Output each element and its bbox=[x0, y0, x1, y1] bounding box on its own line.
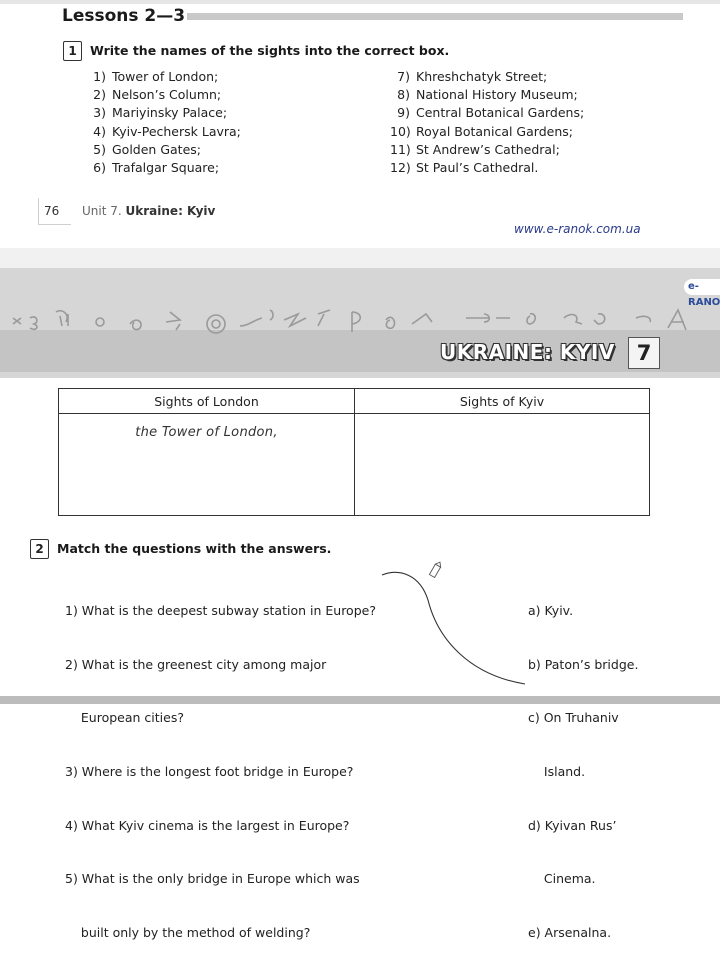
answer-item: Island. bbox=[528, 763, 586, 779]
task2-number: 2 bbox=[30, 539, 49, 559]
pencil-icon bbox=[429, 561, 442, 578]
table-header-kyiv: Sights of Kyiv bbox=[355, 389, 650, 414]
question-item: 3) Where is the longest foot bridge in Europe? bbox=[65, 763, 354, 779]
task1-instruction: Write the names of the sights into the correct box. bbox=[90, 43, 450, 58]
task2-instruction: Match the questions with the answers. bbox=[57, 541, 332, 556]
list-item: 8) National History Museum; bbox=[397, 87, 578, 103]
list-item: 10) Royal Botanical Gardens; bbox=[390, 123, 573, 139]
list-item: 7) Khreshchatyk Street; bbox=[397, 69, 548, 84]
question-item: 4) What Kyiv cinema is the largest in Europe? bbox=[65, 817, 350, 833]
question-item: European cities? bbox=[65, 710, 184, 726]
answer-item: d) Kyivan Rus’ bbox=[528, 817, 617, 833]
list-item: 4) Kyiv-Pechersk Lavra; bbox=[93, 123, 241, 139]
list-item: 3) Mariyinsky Palace; bbox=[93, 105, 228, 121]
handwritten-answer: the Tower of London, bbox=[135, 425, 278, 440]
answer-item: c) On Truhaniv bbox=[528, 710, 619, 726]
list-item: 9) Central Botanical Gardens; bbox=[397, 105, 585, 121]
banner-title: UKRAINE: KYIV bbox=[440, 340, 615, 364]
publisher-logo: e-RANO bbox=[684, 279, 720, 295]
website-link[interactable]: www.e-ranok.com.ua bbox=[514, 222, 641, 236]
unit-number-badge: 7 bbox=[628, 337, 660, 369]
answer-item: a) Kyiv. bbox=[528, 602, 574, 618]
question-item: built only by the method of welding? bbox=[65, 925, 311, 941]
page-title: Lessons 2—3 bbox=[62, 6, 186, 26]
unit-name: Ukraine: Kyiv bbox=[125, 204, 216, 218]
unit-label: Unit 7. bbox=[82, 204, 122, 218]
bottom-strip bbox=[0, 696, 720, 704]
answer-item: Cinema. bbox=[528, 871, 596, 887]
question-item: 2) What is the greenest city among major bbox=[65, 656, 327, 672]
table-header-london: Sights of London bbox=[59, 389, 355, 414]
list-item: 1) Tower of London; bbox=[93, 69, 219, 84]
task1-number: 1 bbox=[63, 41, 82, 61]
list-item: 11) St Andrew’s Cathedral; bbox=[390, 141, 560, 157]
list-item: 12) St Paul’s Cathedral. bbox=[390, 160, 539, 176]
answer-item: b) Paton’s bridge. bbox=[528, 656, 639, 672]
answer-item: e) Arsenalna. bbox=[528, 925, 612, 941]
question-item: 5) What is the only bridge in Europe which was bbox=[65, 871, 360, 887]
question-item: 1) What is the deepest subway station in Europe? bbox=[65, 602, 376, 618]
page-number: 76 bbox=[44, 204, 60, 218]
list-item: 6) Trafalgar Square; bbox=[93, 160, 220, 176]
list-item: 2) Nelson’s Column; bbox=[93, 87, 222, 103]
list-item: 5) Golden Gates; bbox=[93, 141, 201, 157]
